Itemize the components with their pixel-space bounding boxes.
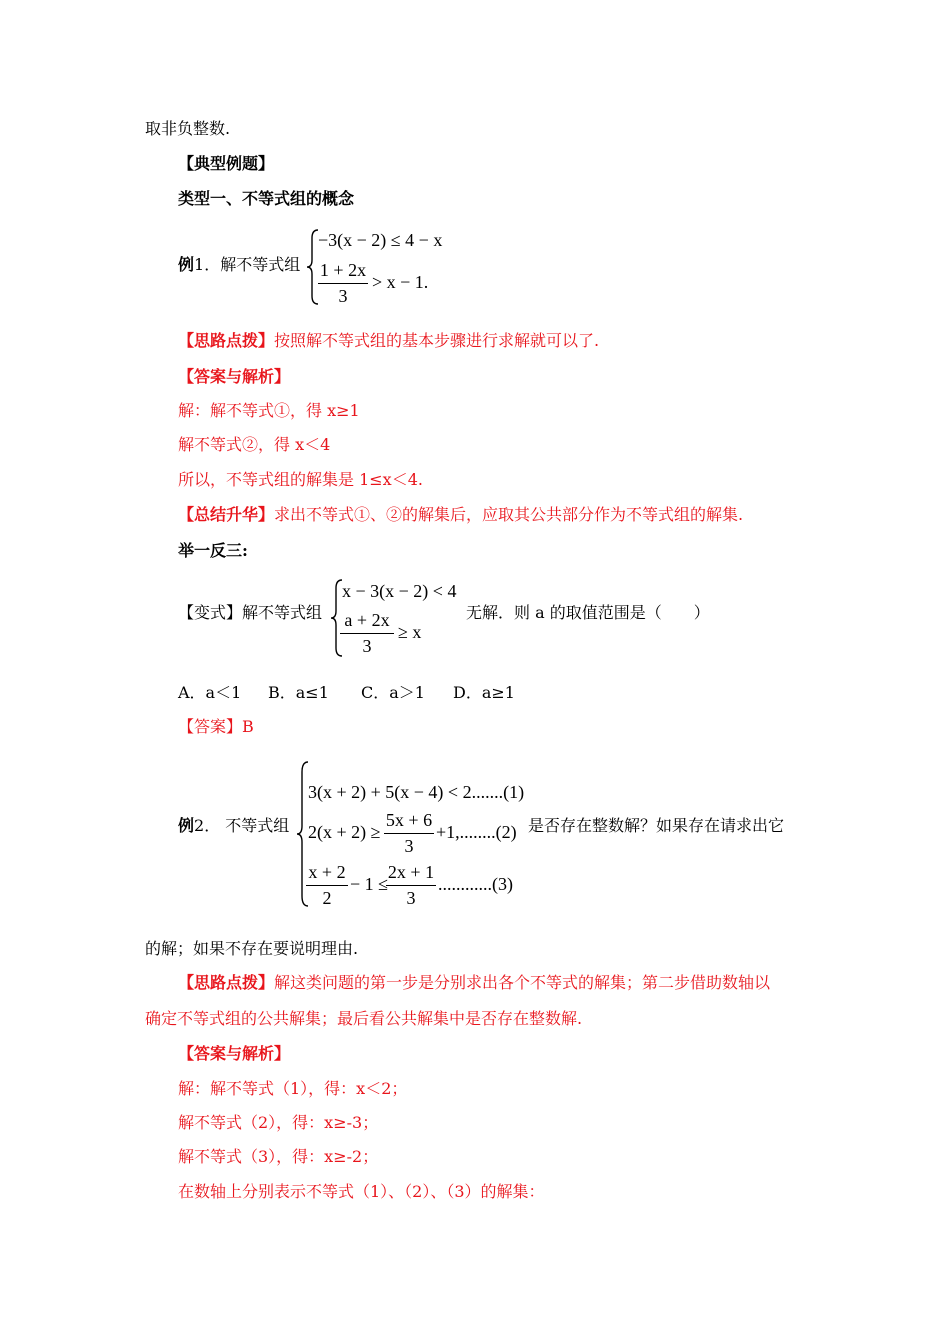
example2-ineq3-num1: x + 2	[308, 862, 346, 882]
option-a: A．a＜1	[178, 683, 242, 702]
example2-ineq3-den2: 3	[406, 888, 416, 908]
hint2-text-1: 解这类问题的第一步是分别求出各个不等式的解集；第二步借助数轴以	[274, 973, 771, 992]
answer2-line-3: 解不等式（3），得：x≥-2；	[178, 1147, 379, 1166]
hint1-tag: 【思路点拨】	[178, 331, 275, 350]
example1-fraction	[318, 260, 368, 307]
example1-ineq2-rhs: > x − 1.	[372, 272, 429, 292]
answer2-heading: 【答案与解析】	[178, 1044, 291, 1063]
variant-frac-num: a + 2x	[344, 610, 390, 630]
hint1	[178, 330, 599, 352]
hint2-tag: 【思路点拨】	[178, 973, 275, 992]
example1-frac-num: 1 + 2x	[319, 260, 367, 280]
example2-suffix: 是否存在整数解？如果存在请求出它	[528, 816, 785, 835]
option-d: D．a≥1	[453, 683, 515, 702]
variant-suffix: 无解．则 a 的取值范围是（ ）	[466, 603, 710, 622]
variant-fraction	[340, 610, 394, 657]
option-b: B．a≤1	[268, 683, 329, 702]
answer1-line-2: 解不等式②，得 x＜4	[178, 435, 331, 454]
example2-continuation: 的解；如果不存在要说明理由.	[145, 939, 359, 958]
hint2-line-1	[178, 972, 770, 994]
practice-heading: 举一反三:	[178, 541, 248, 560]
option-c: C．a＞1	[361, 683, 425, 702]
answer2-line-4: 在数轴上分别表示不等式（1）、（2）、（3）的解集：	[178, 1182, 545, 1201]
variant-ineq2-rhs: ≥ x	[398, 622, 422, 642]
example2-ineq3-den1: 2	[322, 888, 332, 908]
summary1-tag: 【总结升华】	[178, 505, 275, 524]
example2-ineq2-fraction	[384, 810, 434, 857]
example2-ineq3-mid: − 1 ≤	[350, 874, 389, 894]
example2-ineq2-rhs: +1,........(2)	[436, 822, 517, 842]
example1-frac-den: 3	[338, 286, 348, 306]
intro-line: 取非负整数.	[145, 119, 231, 138]
answer1-line-1: 解：解不等式①，得 x≥1	[178, 401, 360, 420]
variant-prefix: 【变式】解不等式组	[178, 603, 323, 622]
variant-answer: 【答案】B	[178, 717, 254, 736]
example2-ineq2-num: 5x + 6	[385, 810, 433, 830]
answer1-line-3: 所以，不等式组的解集是 1≤x＜4.	[178, 470, 423, 489]
hint1-text: 按照解不等式组的基本步骤进行求解就可以了.	[274, 331, 600, 350]
type-heading: 类型一、不等式组的概念	[178, 189, 355, 208]
example2-number: 2． 不等式组	[194, 816, 290, 835]
example2-label: 例	[178, 816, 195, 835]
summary1	[178, 504, 743, 526]
answer2-line-1: 解：解不等式（1），得：x＜2；	[178, 1079, 408, 1098]
example1-ineq1: −3(x − 2) ≤ 4 − x	[318, 230, 443, 250]
example2-ineq3-num2: 2x + 1	[387, 862, 435, 882]
section-heading: 【典型例题】	[178, 154, 275, 173]
answer1-heading: 【答案与解析】	[178, 367, 291, 386]
example1-number: 1．解不等式组	[194, 255, 301, 274]
answer2-line-2: 解不等式（2），得：x≥-3；	[178, 1113, 379, 1132]
example2-ineq1: 3(x + 2) + 5(x − 4) < 2.......(1)	[308, 782, 525, 802]
summary1-text: 求出不等式①、②的解集后，应取其公共部分作为不等式组的解集.	[274, 505, 744, 524]
example2-ineq3-fraction-1	[306, 862, 348, 909]
example2-ineq2-lhs: 2(x + 2) ≥	[308, 822, 381, 842]
variant-frac-den: 3	[362, 636, 372, 656]
variant-ineq1: x − 3(x − 2) < 4	[342, 581, 457, 601]
hint2-line-2: 确定不等式组的公共解集；最后看公共解集中是否存在整数解.	[145, 1009, 583, 1028]
example2-ineq3-rhs: ............(3)	[438, 874, 513, 894]
example1-label: 例	[178, 255, 195, 274]
example2-ineq3-fraction-2	[386, 862, 436, 909]
example2-ineq2-den: 3	[404, 836, 414, 856]
